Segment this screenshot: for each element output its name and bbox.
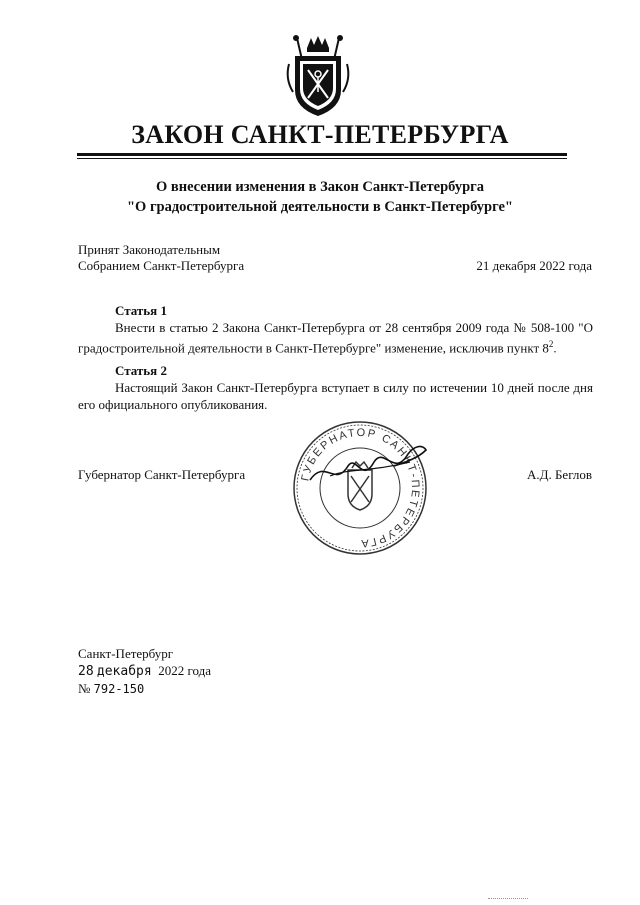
law-subject <box>0 177 640 217</box>
adoption-line-1: Принят Законодательным <box>78 242 221 257</box>
article-2-heading: Статья 2 <box>115 363 167 378</box>
law-title: ЗАКОН САНКТ-ПЕТЕРБУРГА <box>131 120 509 149</box>
signing-date-month: декабря <box>96 664 152 679</box>
signing-city: Санкт-Петербург <box>78 646 174 661</box>
article-1-text <box>78 319 593 356</box>
article-2-text: Настоящий Закон Санкт-Петербурга вступает в силу по истечении 10 дней после дня его официального опубликования. <box>78 380 593 412</box>
signatory-name: А.Д. Беглов <box>526 467 592 482</box>
signing-details <box>78 645 211 698</box>
signing-date <box>78 662 211 680</box>
official-seal-icon <box>290 418 430 558</box>
signing-date-day: 28 <box>78 664 94 679</box>
page-edge-mark <box>488 898 528 901</box>
subject-line-2: "О градостроительной деятельности в Санкт-Петербурге" <box>127 199 513 215</box>
adoption-line-2: Собранием Санкт-Петербурга <box>78 258 245 273</box>
adoption-statement <box>78 242 244 274</box>
signing-date-year: 2022 года <box>158 663 211 678</box>
article-1-body: Внести в статью 2 Закона Санкт-Петербурга от 28 сентября 2009 года № 508-100 "О градостроительной деятельности в Санкт-Петербурге" изменение, исключив пункт 8 <box>78 320 593 356</box>
article-1-superscript: 2 <box>548 339 554 349</box>
title-rule-thin <box>77 158 567 159</box>
law-number-value: 792-150 <box>93 682 145 696</box>
signatory-role: Губернатор Санкт-Петербурга <box>78 467 246 482</box>
title-rule-thick <box>77 153 567 156</box>
article-1-tail: . <box>553 340 557 356</box>
subject-line-1: О внесении изменения в Закон Санкт-Петербурга <box>155 179 484 195</box>
law-number <box>78 680 211 698</box>
seal-text: ГУБЕРНАТОР САНКТ-ПЕТЕРБУРГА <box>299 426 422 550</box>
law-number-prefix: № <box>78 681 91 696</box>
coat-of-arms-icon <box>283 34 353 118</box>
article-1-heading: Статья 1 <box>115 303 167 318</box>
adoption-date: 21 декабря 2022 года <box>476 258 592 273</box>
